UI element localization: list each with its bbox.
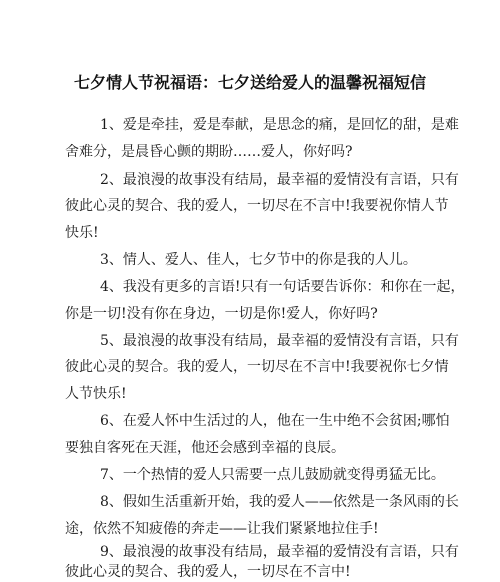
paragraph-line: 快乐!: [65, 225, 99, 241]
paragraph-line: 3、情人、爱人、佳人，七夕节中的你是我的人儿。: [100, 252, 417, 268]
paragraph-line: 人节快乐!: [65, 386, 127, 402]
paragraph-line: 1、爱是牵挂，爱是奉献，是思念的痛，是回忆的甜，是难: [100, 117, 459, 133]
paragraph-line: 6、在爱人怀中生活过的人，他在一生中绝不会贫困;哪怕: [100, 413, 450, 429]
paragraph-line: 9、最浪漫的故事没有结局，最幸福的爱情没有言语，只有: [100, 544, 459, 560]
paragraph-line: 彼此心灵的契合、我的爱人，一切尽在不言中!: [65, 564, 351, 580]
paragraph-line: 5、最浪漫的故事没有结局，最幸福的爱情没有言语，只有: [100, 333, 459, 349]
paragraph-line: 8、假如生活重新开始，我的爱人——依然是一条风雨的长: [100, 494, 459, 510]
paragraph-line: 4、我没有更多的言语!只有一句话要告诉你：和你在一起，: [100, 279, 465, 295]
paragraph-line: 2、最浪漫的故事没有结局，最幸福的爱情没有言语，只有: [100, 172, 459, 188]
paragraph-line: 要独自客死在天涯，他还会感到幸福的良辰。: [65, 440, 345, 456]
paragraph-line: 彼此心灵的契合。我的爱人，一切尽在不言中!我要祝你七夕情: [65, 359, 449, 375]
paragraph-line: 彼此心灵的契合、我的爱人，一切尽在不言中!我要祝你情人节: [65, 198, 449, 214]
document-title: 七夕情人节祝福语：七夕送给爱人的温馨祝福短信: [73, 73, 426, 92]
paragraph-line: 舍难分，是晨昏心颤的期盼……爱人，你好吗?: [65, 144, 353, 160]
paragraph-line: 7、一个热情的爱人只需要一点儿鼓励就变得勇猛无比。: [100, 467, 445, 483]
paragraph-line: 途，依然不知疲倦的奔走——让我们紧紧地拉住手!: [65, 521, 379, 537]
paragraph-line: 你是一切!没有你在身边，一切是你!爱人，你好吗?: [65, 306, 378, 322]
